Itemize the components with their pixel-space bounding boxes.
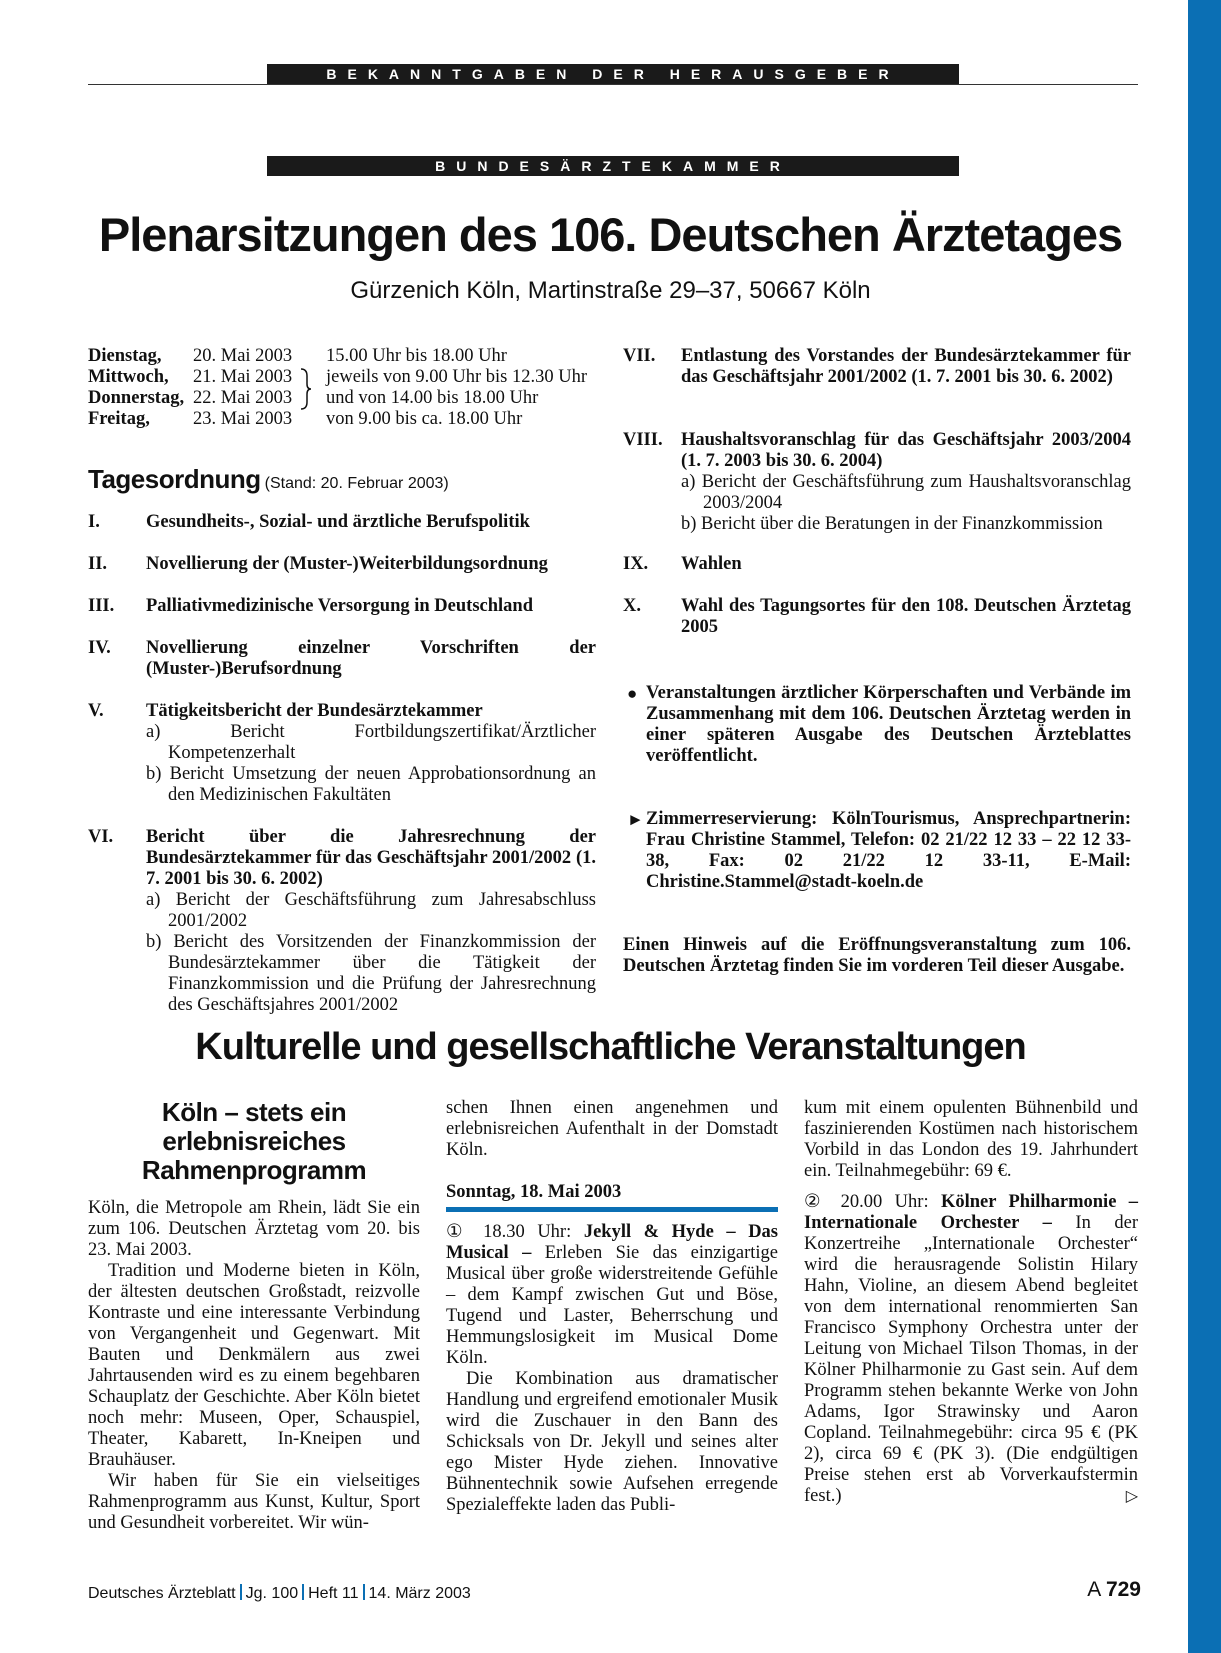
agenda-item-number: VI.	[88, 827, 114, 847]
agenda-subitem: b) Bericht über die Beratungen in der Finanzkommission	[681, 514, 1103, 534]
agenda-subitem: b) Bericht des Vorsitzenden der Finanzkommission der Bundesärztekammer über die Tätigkeit der Finanzkommission und die Prüfung der Jahresrechnung des Geschäftsjahres 2001/2002	[146, 932, 596, 1015]
page-prefix: A	[1087, 1578, 1101, 1601]
arrow-right-icon: ►	[627, 810, 644, 829]
event-jekyll-hyde	[446, 1222, 778, 1369]
footer-separator	[240, 1584, 242, 1600]
culture-paragraph: schen Ihnen einen angenehmen und erlebnisreichen Aufenthalt in der Domstadt Köln.	[446, 1098, 778, 1160]
agenda-item-title: Palliativmedizinische Versorgung in Deutschland	[146, 596, 533, 616]
footer-volume: Jg. 100	[245, 1585, 299, 1602]
bullet-icon: ●	[627, 684, 638, 703]
schedule-time: und von 14.00 bis 18.00 Uhr	[326, 388, 539, 408]
event-philharmonie	[804, 1192, 1138, 1507]
footer-issue: Heft 11	[308, 1585, 359, 1602]
agenda-heading: Tagesordnung	[88, 464, 261, 494]
schedule-brace	[298, 368, 312, 410]
agenda-item-number: VII.	[623, 346, 656, 366]
schedule-day: Dienstag,	[88, 346, 162, 366]
event-time: ② 20.00 Uhr:	[804, 1192, 929, 1212]
agenda-item-title: Wahlen	[681, 554, 742, 574]
continue-arrow-icon: ▷	[1125, 1488, 1138, 1505]
agenda-item-number: X.	[623, 596, 641, 616]
agenda-item-number: II.	[88, 554, 108, 574]
reservation-text: Zimmerreservierung: KölnTourismus, Ansprechpartnerin: Frau Christine Stammel, Telefon: 02 21/22 12 33 – 22 12 33-38, Fax: 02 21/22 12 33-11, E-Mail: Christine.Stammel@stadt-koeln.de	[646, 809, 1131, 892]
footer-citation	[88, 1584, 471, 1603]
schedule-date: 22. Mai 2003	[193, 388, 293, 408]
agenda-subitem: a) Bericht der Geschäftsführung zum Jahresabschluss 2001/2002	[146, 890, 596, 931]
agenda-item-number: I.	[88, 512, 100, 532]
culture-column-2	[446, 1098, 778, 1516]
agenda-item-title: Gesundheits-, Sozial- und ärztliche Berufspolitik	[146, 512, 530, 532]
page-title: Plenarsitzungen des 106. Deutschen Ärztetages	[98, 208, 1123, 261]
page-number	[1087, 1578, 1141, 1602]
page-subtitle: Gürzenich Köln, Martinstraße 29–37, 50667 Köln	[350, 277, 871, 304]
culture-column-1	[88, 1098, 420, 1534]
agenda-item-title: Entlastung des Vorstandes der Bundesärztekammer für das Geschäftsjahr 2001/2002 (1. 7. 2001 bis 30. 6. 2002)	[681, 346, 1131, 387]
culture-paragraph: Wir haben für Sie ein vielseitiges Rahmenprogramm aus Kunst, Kultur, Sport und Gesundheit vorbereitet. Wir wün-	[88, 1471, 420, 1533]
agenda-heading-block	[88, 464, 449, 495]
agenda-item-number: VIII.	[623, 430, 663, 450]
schedule-date: 23. Mai 2003	[193, 409, 293, 429]
agenda-item-title: Novellierung der (Muster-)Weiterbildungsordnung	[146, 554, 548, 574]
events-notice-text: Veranstaltungen ärztlicher Körperschaften und Verbände im Zusammenhang mit dem 106. Deutschen Ärztetag werden in einer späteren Ausgabe des Deutschen Ärzteblattes veröffentlicht.	[646, 683, 1131, 766]
footer-separator	[363, 1584, 365, 1600]
agenda-item-title: Wahl des Tagungsortes für den 108. Deutschen Ärztetag 2005	[681, 596, 1131, 637]
culture-paragraph: Köln, die Metropole am Rhein, lädt Sie ein zum 106. Deutschen Ärztetag vom 20. bis 23. Mai 2003.	[88, 1198, 420, 1260]
opening-hint: Einen Hinweis auf die Eröffnungsveranstaltung zum 106. Deutschen Ärztetag finden Sie im vorderen Teil dieser Ausgabe.	[623, 935, 1131, 976]
culture-title: Kulturelle und gesellschaftliche Veranstaltungen	[195, 1026, 1026, 1068]
event-title: Kölner Philharmonie – Internationale Orchester –	[804, 1192, 1139, 1233]
agenda-subitem: a) Bericht Fortbildungszertifikat/Ärztlicher Kompetenzerhalt	[146, 722, 596, 763]
schedule-time: von 9.00 bis ca. 18.00 Uhr	[326, 409, 523, 429]
page-number-value: 729	[1105, 1578, 1141, 1601]
schedule-time: 15.00 Uhr bis 18.00 Uhr	[326, 346, 507, 366]
agenda-item-title: Bericht über die Jahresrechnung der Bundesärztekammer für das Geschäftsjahr 2001/2002 (1. 7. 2001 bis 30. 6. 2002)	[146, 827, 596, 889]
agenda-item-title: Novellierung einzelner Vorschriften der (Muster-)Berufsordnung	[146, 638, 596, 679]
header-rule	[88, 84, 1138, 85]
footer-separator	[302, 1584, 304, 1600]
event-time: ① 18.30 Uhr:	[446, 1222, 572, 1242]
section-band: BUNDESÄRZTEKAMMER	[267, 156, 959, 176]
agenda-item-number: IX.	[623, 554, 649, 574]
agenda-item-number: IV.	[88, 638, 111, 658]
culture-paragraph: kum mit einem opulenten Bühnenbild und faszinierenden Kostümen nach historischem Vorbild in das London des 19. Jahrhundert ein. Teilnahmegebühr: 69 €.	[804, 1098, 1138, 1181]
schedule-time: jeweils von 9.00 Uhr bis 12.30 Uhr	[326, 367, 588, 387]
schedule-date: 21. Mai 2003	[193, 367, 293, 387]
agenda-item-number: III.	[88, 596, 115, 616]
agenda-item-title: Tätigkeitsbericht der Bundesärztekammer	[146, 701, 483, 721]
schedule-date: 20. Mai 2003	[193, 346, 293, 366]
agenda-subitem: b) Bericht Umsetzung der neuen Approbationsordnung an den Medizinischen Fakultäten	[146, 764, 596, 805]
agenda-stand: (Stand: 20. Februar 2003)	[264, 475, 449, 492]
event-description: Erleben Sie das einzigartige Musical über große widerstreitende Gefühle – dem Kampf zwischen Gut und Böse, Tugend und Laster, Beherrschung und Hemmungslosigkeit im Musical Dome Köln.	[446, 1243, 779, 1368]
agenda-subitem: a) Bericht der Geschäftsführung zum Haushaltsvoranschlag 2003/2004	[681, 472, 1131, 513]
schedule-day: Freitag,	[88, 409, 150, 429]
event-description: In der Konzertreihe „Internationale Orchester“ wird die herausragende Solistin Hilary Hahn, Violine, an diesem Abend begleitet von dem international renommierten San Francisco Symphony Orchestra unter der Leitung von Michael Tilson Thomas, in der Kölner Philharmonie zu Gast sein. Auf dem Programm stehen bekannte Werke von John Adams, Igor Strawinsky und Aaron Copland. Teilnahmegebühr: circa 95 € (PK 2), circa 69 € (PK 3). (Die endgültigen Preise stehen erst ab Vorverkaufstermin fest.)	[804, 1213, 1138, 1506]
culture-column-3	[804, 1098, 1138, 1507]
event-title: Jekyll & Hyde – Das Musical –	[446, 1222, 779, 1263]
event-date-heading: Sonntag, 18. Mai 2003	[446, 1182, 622, 1202]
schedule-day: Mittwoch,	[88, 367, 169, 387]
footer-date: 14. März 2003	[368, 1585, 471, 1602]
header-band: BEKANNTGABEN DER HERAUSGEBER	[267, 64, 959, 84]
agenda-item-number: V.	[88, 701, 104, 721]
culture-subheading: Köln – stets ein erlebnisreiches Rahmenprogramm	[141, 1097, 367, 1185]
footer-journal: Deutsches Ärzteblatt	[88, 1585, 236, 1602]
culture-paragraph: Die Kombination aus dramatischer Handlung und ergreifend emotionaler Musik wird die Zuschauer in den Bann des Schicksals von Dr. Jekyll und seines alter ego Mister Hyde ziehen. Innovative Bühnentechnik sowie Aufsehen erregende Spezialeffekte laden das Publi-	[446, 1369, 778, 1515]
agenda-item-title: Haushaltsvoranschlag für das Geschäftsjahr 2003/2004 (1. 7. 2003 bis 30. 6. 2004)	[681, 430, 1131, 471]
date-underline	[446, 1207, 778, 1212]
schedule-day: Donnerstag,	[88, 388, 185, 408]
culture-paragraph: Tradition und Moderne bieten in Köln, der ältesten deutschen Großstadt, reizvolle Kontraste und eine interessante Verbindung von Vergangenheit und Gegenwart. Mit Bauten und Denkmälern aus zwei Jahrtausenden wird es zu einem begehbaren Schauplatz der Geschichte. Aber Köln bietet noch mehr: Museen, Oper, Schauspiel, Theater, Kabarett, In-Kneipen und Brauhäuser.	[88, 1261, 420, 1470]
